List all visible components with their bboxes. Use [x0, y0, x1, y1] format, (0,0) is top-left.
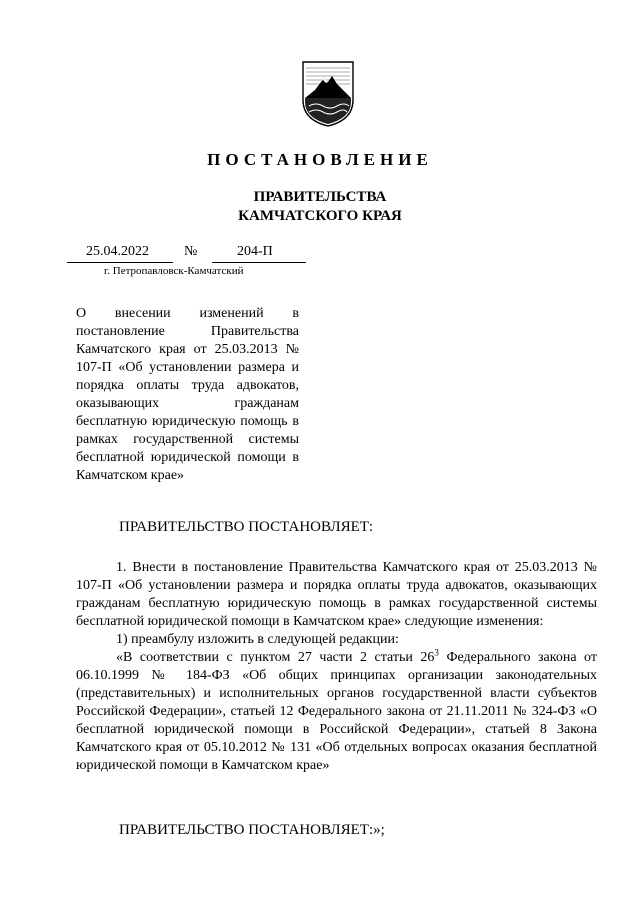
- paragraph-preamble-quote: [76, 649, 597, 775]
- coat-of-arms-icon: [301, 60, 355, 128]
- paragraph-item-1-1: 1) преамбулу изложить в следующей редакции:: [116, 632, 399, 647]
- decree-phrase: ПРАВИТЕЛЬСТВО ПОСТАНОВЛЯЕТ:: [119, 519, 374, 535]
- quote-superscript: 3: [434, 647, 439, 658]
- issuer-line-2: КАМЧАТСКОГО КРАЯ: [238, 208, 402, 224]
- number-underline: [212, 262, 306, 263]
- document-body: [76, 559, 597, 775]
- number-sign: №: [184, 244, 198, 259]
- issuer-name: [0, 188, 640, 226]
- decree-phrase-quoted: ПРАВИТЕЛЬСТВО ПОСТАНОВЛЯЕТ:»;: [119, 822, 385, 838]
- document-city: г. Петропавловск-Камчатский: [104, 265, 244, 277]
- document-number: 204-П: [237, 244, 273, 259]
- date-underline: [67, 262, 173, 263]
- paragraph-item-1: 1. Внести в постановление Правительства Камчатского края от 25.03.2013 № 107-П «Об установлении размера и порядка оплаты труда адвокатов, оказывающих гражданам бесплатную юридическую помощь в рамках государственной системы бесплатной юридической помощи в Камчатском крае» следующие изменения:: [76, 560, 597, 629]
- document-title: ПОСТАНОВЛЕНИЕ: [207, 150, 433, 169]
- quote-rest: Федерального закона от 06.10.1999 № 184-ФЗ «Об общих принципах организации законодательных (представительных) и исполнительных органов государственной власти субъектов Российской Федерации», статьей 12 Федерального закона от 21.11.2011 № 324-ФЗ «О бесплатной юридической помощи в Российской Федерации», статьей 8 Закона Камчатского края от 05.10.2012 № 131 «Об отдельных вопросах оказания бесплатной юридической помощи в Камчатском крае»: [76, 650, 597, 773]
- document-date: 25.04.2022: [86, 244, 149, 259]
- quote-start: «В соответствии с пунктом 27 части 2 статьи 26: [116, 650, 435, 665]
- issuer-line-1: ПРАВИТЕЛЬСТВА: [253, 189, 387, 205]
- document-subject: О внесении изменений в постановление Правительства Камчатского края от 25.03.2013 № 107-П «Об установлении размера и порядка оплаты труда адвокатов, оказывающих гражданам бесплатную юридическую помощь в рамках государственной системы бесплатной юридической помощи в Камчатском крае»: [76, 306, 299, 483]
